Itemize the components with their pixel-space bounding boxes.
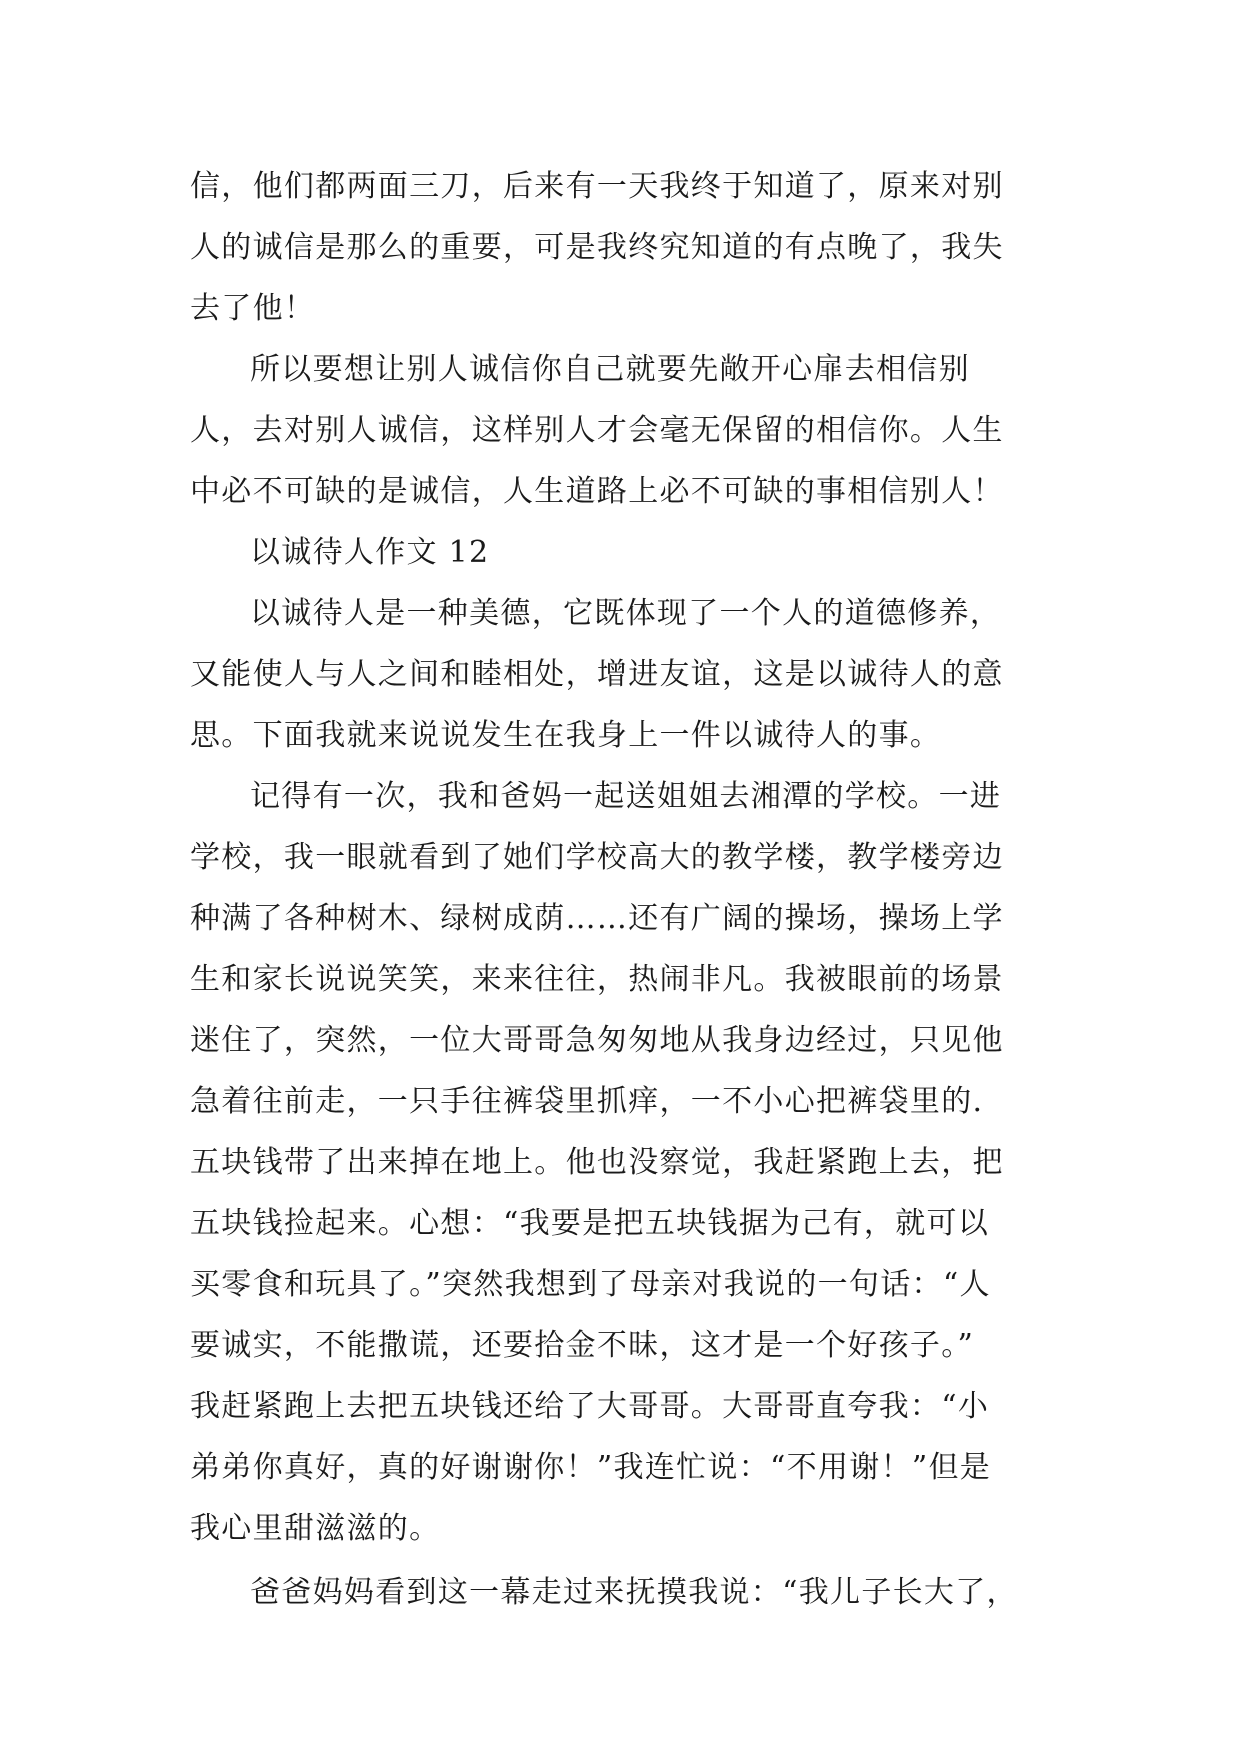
text-line: 信，他们都两面三刀，后来有一天我终于知道了，原来对别 <box>190 169 1004 204</box>
paragraph-start-line: 爸爸妈妈看到这一幕走过来抚摸我说：“我儿子长大了， <box>250 1575 1018 1610</box>
text-line: 去了他！ <box>190 291 316 326</box>
text-line: 思。下面我就来说说发生在我身上一件以诚待人的事。 <box>190 718 942 753</box>
paragraph-start-line: 记得有一次，我和爸妈一起送姐姐去湘潭的学校。一进 <box>250 779 1002 814</box>
paragraph-start-line: 所以要想让别人诚信你自己就要先敞开心扉去相信别 <box>250 352 970 387</box>
text-line: 我赶紧跑上去把五块钱还给了大哥哥。大哥哥直夸我：“小 <box>190 1389 990 1424</box>
text-line: 迷住了，突然，一位大哥哥急匆匆地从我身边经过，只见他 <box>190 1023 1004 1058</box>
text-line: 人，去对别人诚信，这样别人才会毫无保留的相信你。人生 <box>190 413 1004 448</box>
text-line: 买零食和玩具了。”突然我想到了母亲对我说的一句话：“人 <box>190 1267 991 1302</box>
paragraph-start-line: 以诚待人是一种美德，它既体现了一个人的道德修养， <box>250 596 1002 631</box>
text-line: 弟弟你真好，真的好谢谢你！”我连忙说：“不用谢！”但是 <box>190 1450 992 1485</box>
text-line: 又能使人与人之间和睦相处，增进友谊，这是以诚待人的意 <box>190 657 1004 692</box>
text-line: 五块钱带了出来掉在地上。他也没察觉，我赶紧跑上去，把 <box>190 1145 1004 1180</box>
text-line: 中必不可缺的是诚信，人生道路上必不可缺的事相信别人！ <box>190 474 1004 509</box>
essay-body <box>190 156 1070 1623</box>
text-line: 急着往前走，一只手往裤袋里抓痒，一不小心把裤袋里的. <box>190 1084 984 1119</box>
essay-title: 以诚待人作文 12 <box>250 535 490 570</box>
text-line: 要诚实，不能撒谎，还要拾金不昧，这才是一个好孩子。” <box>190 1328 975 1363</box>
text-line: 学校，我一眼就看到了她们学校高大的教学楼，教学楼旁边 <box>190 840 1004 875</box>
text-line: 五块钱捡起来。心想：“我要是把五块钱据为己有，就可以 <box>190 1206 990 1241</box>
text-line: 种满了各种树木、绿树成荫……还有广阔的操场，操场上学 <box>190 901 1004 936</box>
text-line: 我心里甜滋滋的。 <box>190 1511 441 1546</box>
text-line: 生和家长说说笑笑，来来往往，热闹非凡。我被眼前的场景 <box>190 962 1004 997</box>
text-line: 人的诚信是那么的重要，可是我终究知道的有点晚了，我失 <box>190 230 1004 265</box>
